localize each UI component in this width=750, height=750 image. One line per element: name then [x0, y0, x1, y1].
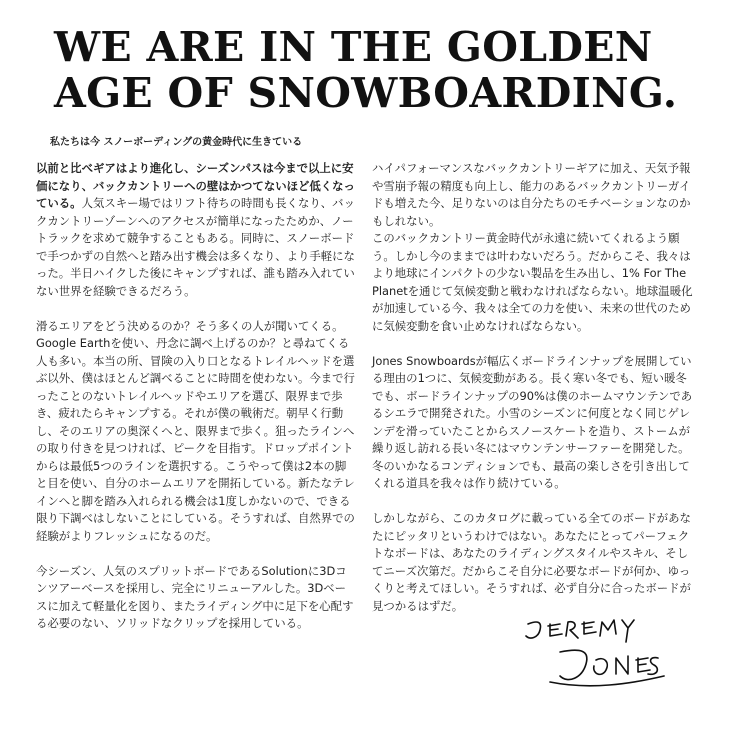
- right-paragraph-1: ハイパフォーマンスなバックカントリーギアに加え、天気予報や雪崩予報の精度も向上し、能力のあるバックカントリーガイドも増えた今、足りないのは自分たちのモチベーションなのかもしれない。: [372, 161, 691, 228]
- handwritten-signature: [520, 612, 670, 712]
- left-paragraph-2: 滑るエリアをどう決めるのか？そう多くの人が聞いてくる。Google Earthを使い、丹念に調べ上げるのか？と尋ねてくる人も多い。本当の所、冒険の入り口となるトレイルヘッドを選ぶ以外、僕はほとんど調べることに時間を使わない。今まで行ったことのないトレイルヘッドやエリアを選び、限界まで歩き、疲れたらキャンプする。それが僕の戦術だ。朝早く行動し、そのエリアの奥深くへと、限界まで歩く。狙ったラインへの取り付きを見つければ、ピークを目指す。ドロップポイントからは最低5つのラインを選択する。こうやって僕は2本の脚と目を使い、自分のホームエリアを開拓している。新たなテレインへと脚を踏み入れられる機会は1度しかないので、できる限り下調べはしないことにしている。そうすれば、自然界での経験がよりフレッシュになるのだ。: [36, 318, 355, 543]
- headline-line-1: WE ARE IN THE GOLDEN: [54, 23, 653, 71]
- lead-sentence: 以前と比べギアはより進化し、シーズンパスは今まで以上に安価になり、バックカントリーへの壁はかつてないほど低くなっている。: [36, 161, 355, 210]
- right-paragraph-2: このバックカントリー黄金時代が永遠に続いてくれるよう願う。しかし今のままでは叶わないだろう。だからこそ、我々はより地球にインパクトの少ない製品を生み出し、1% For The Planetを通じて気候変動と戦わなければならない。地球温暖化が加速している今、我々は全ての力を使い、未来の世代のために気候変動を食い止めなければならない。: [372, 231, 693, 333]
- left-paragraph-1: [36, 160, 356, 300]
- right-paragraph-3: Jones Snowboardsが幅広くボードラインナップを展開している理由の1つに、気候変動がある。長く寒い冬でも、短い暖冬でも、ボードラインナップの90%は僕のホームマウンテンであるシエラで開発された。小雪のシーズンに何度となく同じゲレンデを滑っていたことからスノースケートを造り、ストームが繰り返し訪れる長い冬にはマウンテンサーファーを開発した。冬のいかなるコンディションでも、最高の楽しさを引き出してくれる道具を我々は作り続けている。: [372, 353, 693, 490]
- left-column: [36, 160, 356, 633]
- subheading: 私たちは今 スノーボーディングの黄金時代に生きている: [50, 137, 303, 148]
- right-paragraph-4: しかしながら、このカタログに載っている全てのボードがあなたにピッタリというわけではない。あなたにとってパーフェクトなボードは、あなたのライディングスタイルやスキル、そしてニーズ次第だ。だからこそ自分に必要なボードが何か、ゆっくりと考えてほしい。そうすれば、必ず自分に合ったボードが見つかるはずだ。: [372, 511, 691, 613]
- left-paragraph-3: 今シーズン、人気のスプリットボードであるSolutionに3Dコンツアーベースを採用し、完全にリニューアルした。3Dベースに加えて軽量化を図り、またライディング中に足下を心配する必要のない、ソリッドなクリップを採用している。: [36, 563, 354, 630]
- headline: [54, 24, 714, 116]
- left-paragraph-1-body: 人気スキー場ではリフト待ちの時間も長くなり、バックカントリーゾーンへのアクセスが簡単になったためか、ノートラックを求めて競争することもある。同時に、スノーボードで手つかずの自然へと踏み出す機会は多くなり、より手軽になった。半日ハイクした後にキャンプすれば、誰も踏み入れていない世界を経験できるだろう。: [36, 196, 355, 298]
- headline-line-2: AGE OF SNOWBOARDING.: [54, 69, 678, 117]
- right-column: [372, 160, 698, 615]
